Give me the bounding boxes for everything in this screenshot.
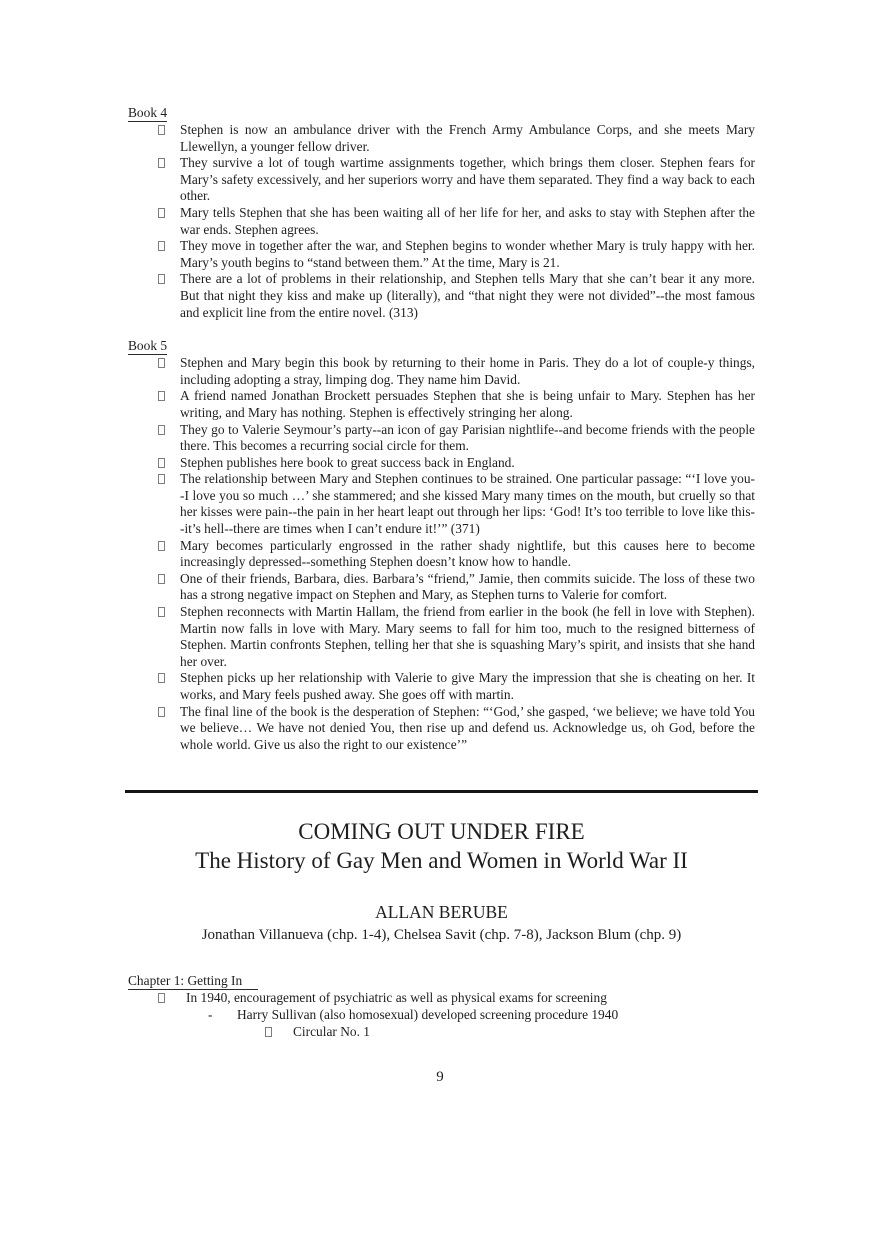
bullet-item [128,571,755,604]
bullet-text: They move in together after the war, and Stephen begins to wonder whether Mary is truly happy with her. Mary’s youth begins to “stand between them.” At the time, Mary is 21. [180,238,755,270]
bullet-item [128,205,755,238]
bullet-item [128,670,755,703]
bullet-text: Stephen is now an ambulance driver with the French Army Ambulance Corps, and she meets Mary Llewellyn, a younger fellow driver. [180,122,755,154]
book-title-line2: The History of Gay Men and Women in World War II [195,848,688,874]
bullet-item [128,155,755,205]
bullet-square-icon [158,238,180,271]
bullet-dash-icon: - [208,1006,213,1022]
bullet-text: Stephen reconnects with Martin Hallam, the friend from earlier in the book (he fell in love with Stephen). Martin now falls in love with Mary. Mary seems to fall for him too, much to the resigned bitterness of Stephen. Martin confronts Stephen, telling her that she is squashing Mary’s spirit, and insists that she hand her over. [180,604,755,669]
book-title-block [128,817,755,944]
chapter1-heading-row [128,972,755,990]
bullet-square-icon [158,604,180,670]
bullet-square-icon [158,471,180,537]
bullet-square-icon [158,122,180,155]
bullet-square-icon [158,670,180,703]
bullet-item [128,538,755,571]
bullet-item [128,271,755,321]
bullet-text: Mary tells Stephen that she has been waiting all of her life for her, and asks to stay with Stephen after the war ends. Stephen agrees. [180,204,755,237]
bullet-square-icon [265,1024,293,1041]
book-byline: Jonathan Villanueva (chp. 1-4), Chelsea Savit (chp. 7-8), Jackson Blum (chp. 9) [201,927,682,944]
bullet-square-icon [158,388,180,421]
section-book5-heading: Book 5 [128,338,168,354]
bullet-square-icon [158,205,180,238]
bullet-text: The final line of the book is the desperation of Stephen: “‘God,’ she gasped, ‘we believe; we have told You we believe… We have not denied You, then rise up and defend us. Acknowledge us, oh God, before the whole world. Give us also the right to our existence’” [180,703,755,752]
bullet-text: The relationship between Mary and Stephen continues to be strained. One particular passage: “‘I love you--I love you so much …’ she stammered; and she kissed Mary many times on the mouth, but cruelly so that her kisses were pain--the pain in her heart leapt out through her lips: ‘God! It’s too terrible to love like this--it’s hell--there are times when I can’t endure it!’” (371) [180,471,755,537]
outline-text: In 1940, encouragement of psychiatric as well as physical exams for screening [186,990,607,1006]
bullet-square-icon [158,155,180,205]
bullet-square-icon [158,455,180,472]
bullet-item [128,422,755,455]
bullet-square-icon [158,355,180,388]
bullet-text: They go to Valerie Seymour’s party--an icon of gay Parisian nightlife--and become friends with the people there. This becomes a recurring social circle for them. [180,421,755,454]
bullet-text: They survive a lot of tough wartime assignments together, which brings them closer. Stephen fears for Mary’s safety excessively, and her superiors worry and have them separated. They find a way back to each other. [180,155,755,204]
outline-item [128,1024,755,1041]
bullet-text: Stephen picks up her relationship with Valerie to give Mary the impression that she is cheating on her. It works, and Mary feels pushed away. She goes off with martin. [180,670,755,702]
bullet-item [128,388,755,421]
section-divider-rule [125,790,758,793]
bullet-square-icon [158,990,186,1007]
book-title-line1: COMING OUT UNDER FIRE [298,819,585,845]
bullet-square-icon [158,271,180,321]
section-book5-heading-row [128,337,755,355]
bullet-square-icon [158,704,180,754]
bullet-item [128,122,755,155]
bullet-item [128,604,755,670]
chapter1-section [128,972,755,1040]
outline-item [128,1007,755,1024]
bullet-text: Mary becomes particularly engrossed in the rather shady nightlife, but this causes here to become increasingly depressed--something Stephen doesn’t know how to handle. [180,537,755,570]
bullet-text: A friend named Jonathan Brockett persuades Stephen that she is being unfair to Mary. Stephen has her writing, and Mary has nothing. Stephen is effectively stringing her along. [180,388,755,420]
bullet-text: Stephen and Mary begin this book by returning to their home in Paris. They do a lot of couple-y things, including adopting a stray, limping dog. They name him David. [180,355,755,387]
bullet-item [128,238,755,271]
outline-text: Harry Sullivan (also homosexual) developed screening procedure 1940 [237,1006,619,1022]
book-author: ALLAN BERUBE [375,902,508,923]
bullet-square-icon [158,538,180,571]
page-number: 9 [436,1069,444,1085]
bullet-item [128,355,755,388]
bullet-text: Stephen publishes here book to great success back in England. [180,454,515,470]
outline-item [128,990,755,1007]
chapter1-heading: Chapter 1: Getting In [128,972,258,990]
bullet-item [128,471,755,537]
bullet-text: One of their friends, Barbara, dies. Barbara’s “friend,” Jamie, then commits suicide. The loss of these two has a strong negative impact on Stephen and Mary, as Stephen turns to Valerie for comfort. [180,570,755,603]
section-book4-heading-row [128,104,755,122]
document-content [128,104,755,1040]
bullet-item [128,704,755,754]
bullet-square-icon [158,571,180,604]
bullet-text: There are a lot of problems in their relationship, and Stephen tells Mary that she can’t bear it any more. But that night they kiss and make up (literally), and “that night they were not divided”--the most famous and explicit line from the entire novel. (313) [180,271,755,320]
section-book5 [128,337,755,753]
bullet-item [128,455,755,472]
section-book4-heading: Book 4 [128,105,168,120]
section-book4 [128,104,755,321]
bullet-square-icon [158,422,180,455]
outline-text: Circular No. 1 [293,1023,370,1039]
